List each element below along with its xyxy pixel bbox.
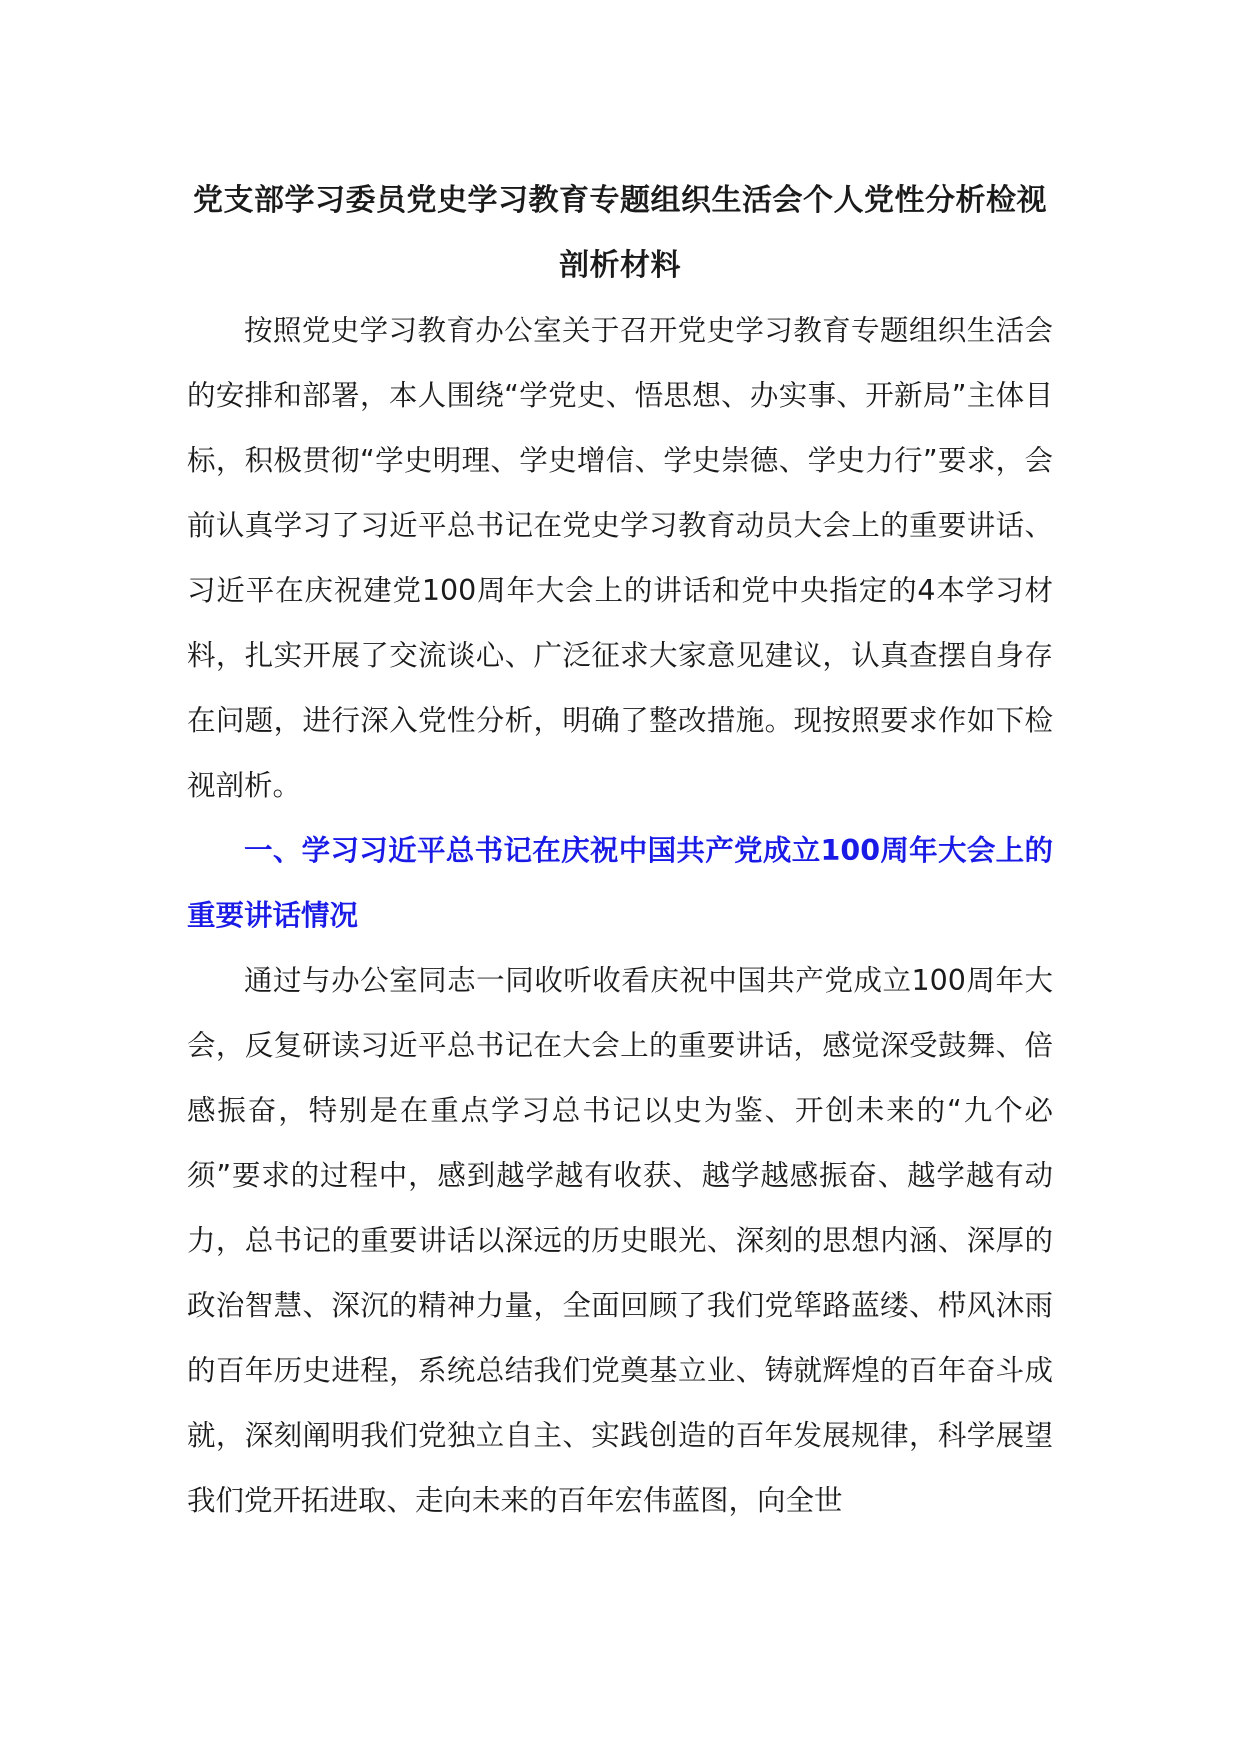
intro-paragraph: 按照党史学习教育办公室关于召开党史学习教育专题组织生活会的安排和部署，本人围绕“学党史、悟思想、办实事、开新局”主体目标，积极贯彻“学史明理、学史增信、学史崇德、学史力行”要求，会前认真学习了习近平总书记在党史学习教育动员大会上的重要讲话、习近平在庆祝建党100周年大会上的讲话和党中央指定的4本学习材料，扎实开展了交流谈心、广泛征求大家意见建议，认真查摆自身存在问题，进行深入党性分析，明确了整改措施。现按照要求作如下检视剖析。 [187, 314, 1053, 802]
document-title: 党支部学习委员党史学习教育专题组织生活会个人党性分析检视剖析材料 [193, 183, 1047, 283]
section-heading: 一、学习习近平总书记在庆祝中国共产党成立100周年大会上的重要讲话情况 [187, 834, 1053, 932]
document-content [187, 168, 1053, 1533]
section-paragraph: 通过与办公室同志一同收听收看庆祝中国共产党成立100周年大会，反复研读习近平总书记在大会上的重要讲话，感觉深受鼓舞、倍感振奋，特别是在重点学习总书记以史为鉴、开创未来的“九个必须”要求的过程中，感到越学越有收获、越学越感振奋、越学越有动力，总书记的重要讲话以深远的历史眼光、深刻的思想内涵、深厚的政治智慧、深沉的精神力量，全面回顾了我们党筚路蓝缕、栉风沐雨的百年历史进程，系统总结我们党奠基立业、铸就辉煌的百年奋斗成就，深刻阐明我们党独立自主、实践创造的百年发展规律，科学展望我们党开拓进取、走向未来的百年宏伟蓝图，向全世 [187, 964, 1053, 1517]
